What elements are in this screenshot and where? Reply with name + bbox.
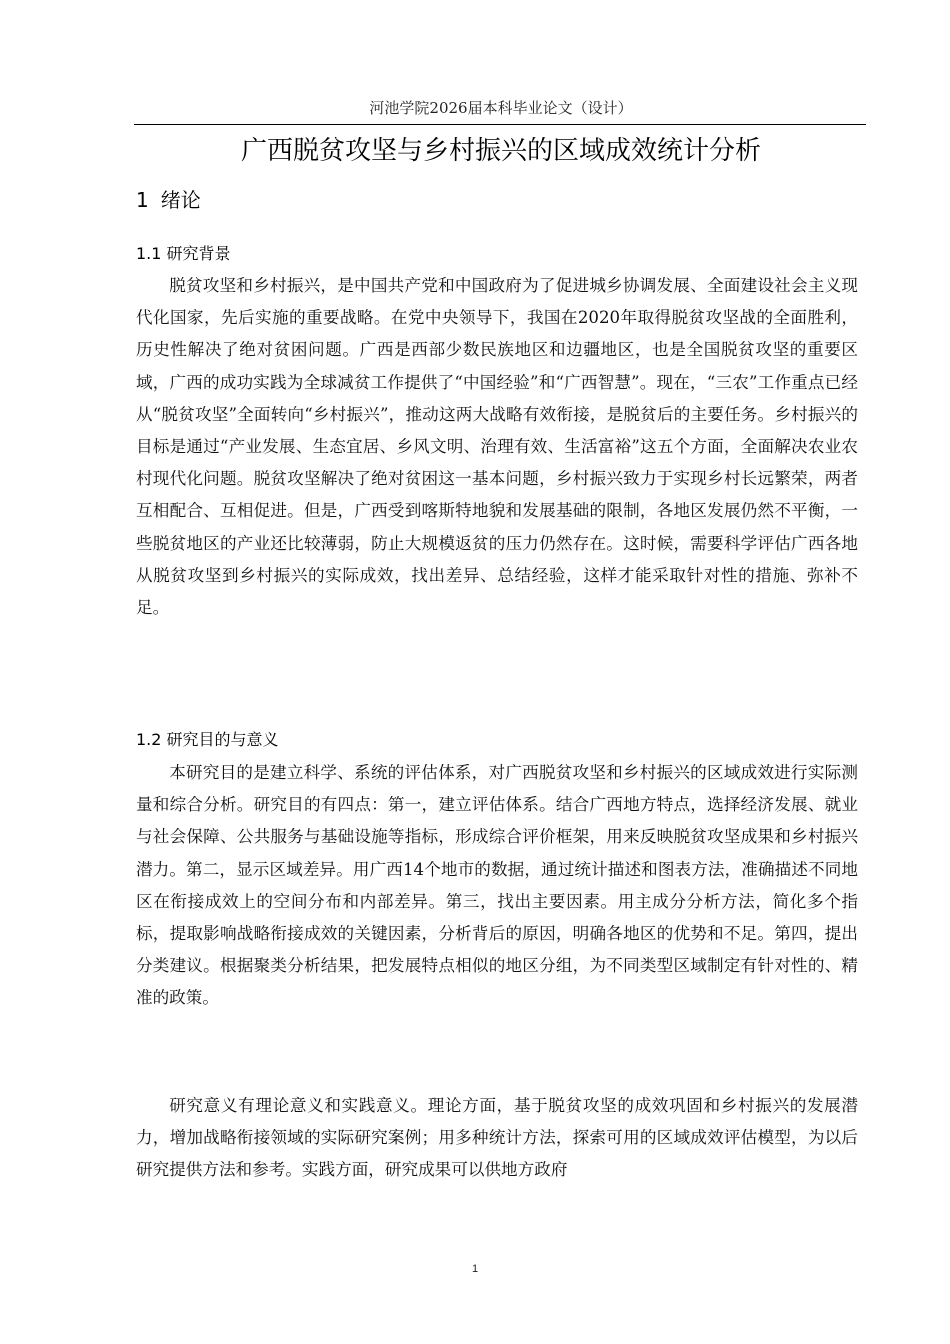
running-header: 河池学院2026届本科毕业论文（设计）: [369, 99, 633, 117]
header-divider: [134, 124, 866, 125]
chapter-title: 绪论: [160, 188, 201, 212]
body-paragraph: 脱贫攻坚和乡村振兴，是中国共产党和中国政府为了促进城乡协调发展、全面建设社会主义现代化国家，先后实施的重要战略。在党中央领导下，我国在2020年取得脱贫攻坚战的全面胜利，历史性解决了绝对贫困问题。广西是西部少数民族地区和边疆地区，也是全国脱贫攻坚的重要区域，广西的成功实践为全球减贫工作提供了“中国经验”和“广西智慧”。现在，“三农”工作重点已经从“脱贫攻坚”全面转向“乡村振兴”，推动这两大战略有效衔接，是脱贫后的主要任务。乡村振兴的目标是通过“产业发展、生态宜居、乡风文明、治理有效、生活富裕”这五个方面，全面解决农业农村现代化问题。脱贫攻坚解决了绝对贫困这一基本问题，乡村振兴致力于实现乡村长远繁荣，两者互相配合、互相促进。但是，广西受到喀斯特地貌和发展基础的限制，各地区发展仍然不平衡，一些脱贫地区的产业还比较薄弱，防止大规模返贫的压力仍然存在。这时候，需要科学评估广西各地从脱贫攻坚到乡村振兴的实际成效，找出差异、总结经验，这样才能采取针对性的措施、弥补不足。: [136, 276, 858, 618]
body-paragraph: 本研究目的是建立科学、系统的评估体系，对广西脱贫攻坚和乡村振兴的区域成效进行实际测量和综合分析。研究目的有四点：第一，建立评估体系。结合广西地方特点，选择经济发展、就业与社会保障、公共服务与基础设施等指标，形成综合评价框架，用来反映脱贫攻坚成果和乡村振兴潜力。第二，显示区域差异。用广西14个地市的数据，通过统计描述和图表方法，准确描述不同地区在衔接成效上的空间分布和内部差异。第三，找出主要因素。用主成分分析方法，简化多个指标，提取影响战略衔接成效的关键因素，分析背后的原因，明确各地区的优势和不足。第四，提出分类建议。根据聚类分析结果，把发展特点相似的地区分组，为不同类型区域制定有针对性的、精准的政策。: [136, 763, 858, 1008]
section-heading-background: 1.1 研究背景: [136, 244, 231, 263]
chapter-number: 1: [136, 188, 149, 212]
chapter-heading: [136, 186, 201, 214]
body-paragraph: 研究意义有理论意义和实践意义。理论方面，基于脱贫攻坚的成效巩固和乡村振兴的发展潜力，增加战略衔接领域的实际研究案例；用多种统计方法，探索可用的区域成效评估模型，为以后研究提供方法和参考。实践方面，研究成果可以供地方政府: [136, 1096, 858, 1180]
section-heading-purpose: 1.2 研究目的与意义: [136, 730, 279, 749]
paper-title: 广西脱贫攻坚与乡村振兴的区域成效统计分析: [240, 136, 761, 166]
page-number: 1: [471, 1263, 479, 1275]
